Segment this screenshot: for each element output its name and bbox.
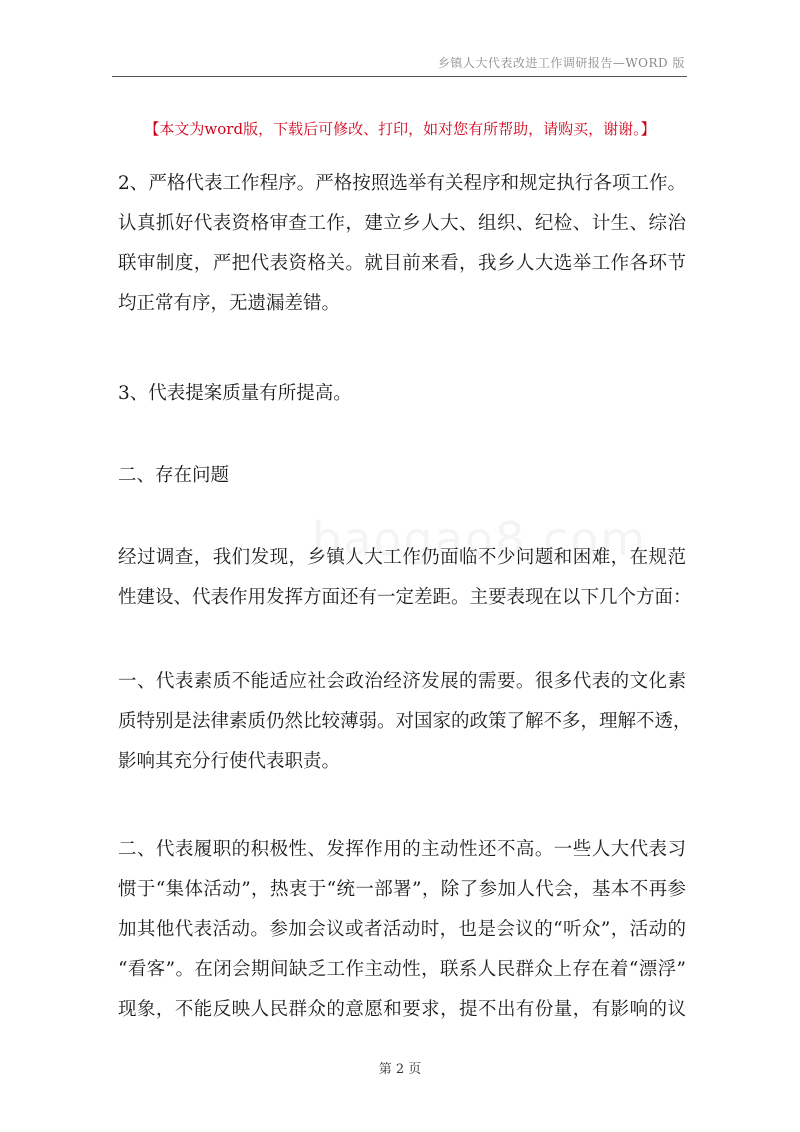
text-line: 二、代表履职的积极性、发挥作用的主动性还不高。一些人大代表习: [118, 839, 686, 860]
text-line: 加其他代表活动。参加会议或者活动时，也是会议的“听众”，活动的: [118, 919, 686, 940]
purchase-notice: 【本文为word版，下载后可修改、打印，如对您有所帮助，请购买，谢谢。】: [144, 120, 656, 138]
header-title: 乡镇人大代表改进工作调研报告—WORD 版: [437, 56, 685, 70]
paragraph-proposal: [118, 374, 686, 414]
text-line: “看客”。在闭会期间缺乏工作主动性，联系人民群众上存在着“漂浮”: [118, 959, 686, 980]
paragraph-survey: [118, 538, 692, 618]
text-line: 经过调查，我们发现，乡镇人大工作仍面临不少问题和困难，在规范: [118, 547, 686, 568]
text-line: 影响其充分行使代表职责。: [118, 751, 341, 772]
text-line: 联审制度，严把代表资格关。就目前来看，我乡人大选举工作各环节: [118, 253, 686, 274]
text-line: 性建设、代表作用发挥方面还有一定差距。主要表现在以下几个方面：: [118, 587, 692, 608]
text-line: 现象，不能反映人民群众的意愿和要求，提不出有份量，有影响的议: [118, 999, 686, 1020]
text-line: 均正常有序，无遗漏差错。: [118, 293, 341, 314]
page-header: [112, 52, 687, 77]
text-line: 惯于“集体活动”，热衷于“统一部署”，除了参加人代会，基本不再参: [118, 879, 686, 900]
text-line: 一、代表素质不能适应社会政治经济发展的需要。很多代表的文化素: [118, 671, 686, 692]
section-heading-problems: [118, 456, 686, 496]
text-line: 认真抓好代表资格审查工作，建立乡人大、组织、纪检、计生、综治: [118, 213, 686, 234]
paragraph-initiative: [118, 830, 686, 1030]
text-line: 3、代表提案质量有所提高。: [118, 383, 352, 404]
text-line: 质特别是法律素质仍然比较薄弱。对国家的政策了解不多，理解不透，: [118, 711, 692, 732]
text-line: 二、存在问题: [118, 465, 230, 486]
text-line: 2、严格代表工作程序。严格按照选举有关程序和规定执行各项工作。: [118, 173, 686, 194]
page-number: 第 2 页: [378, 1062, 422, 1077]
paragraph-program: [118, 164, 686, 324]
paragraph-quality: [118, 662, 692, 782]
